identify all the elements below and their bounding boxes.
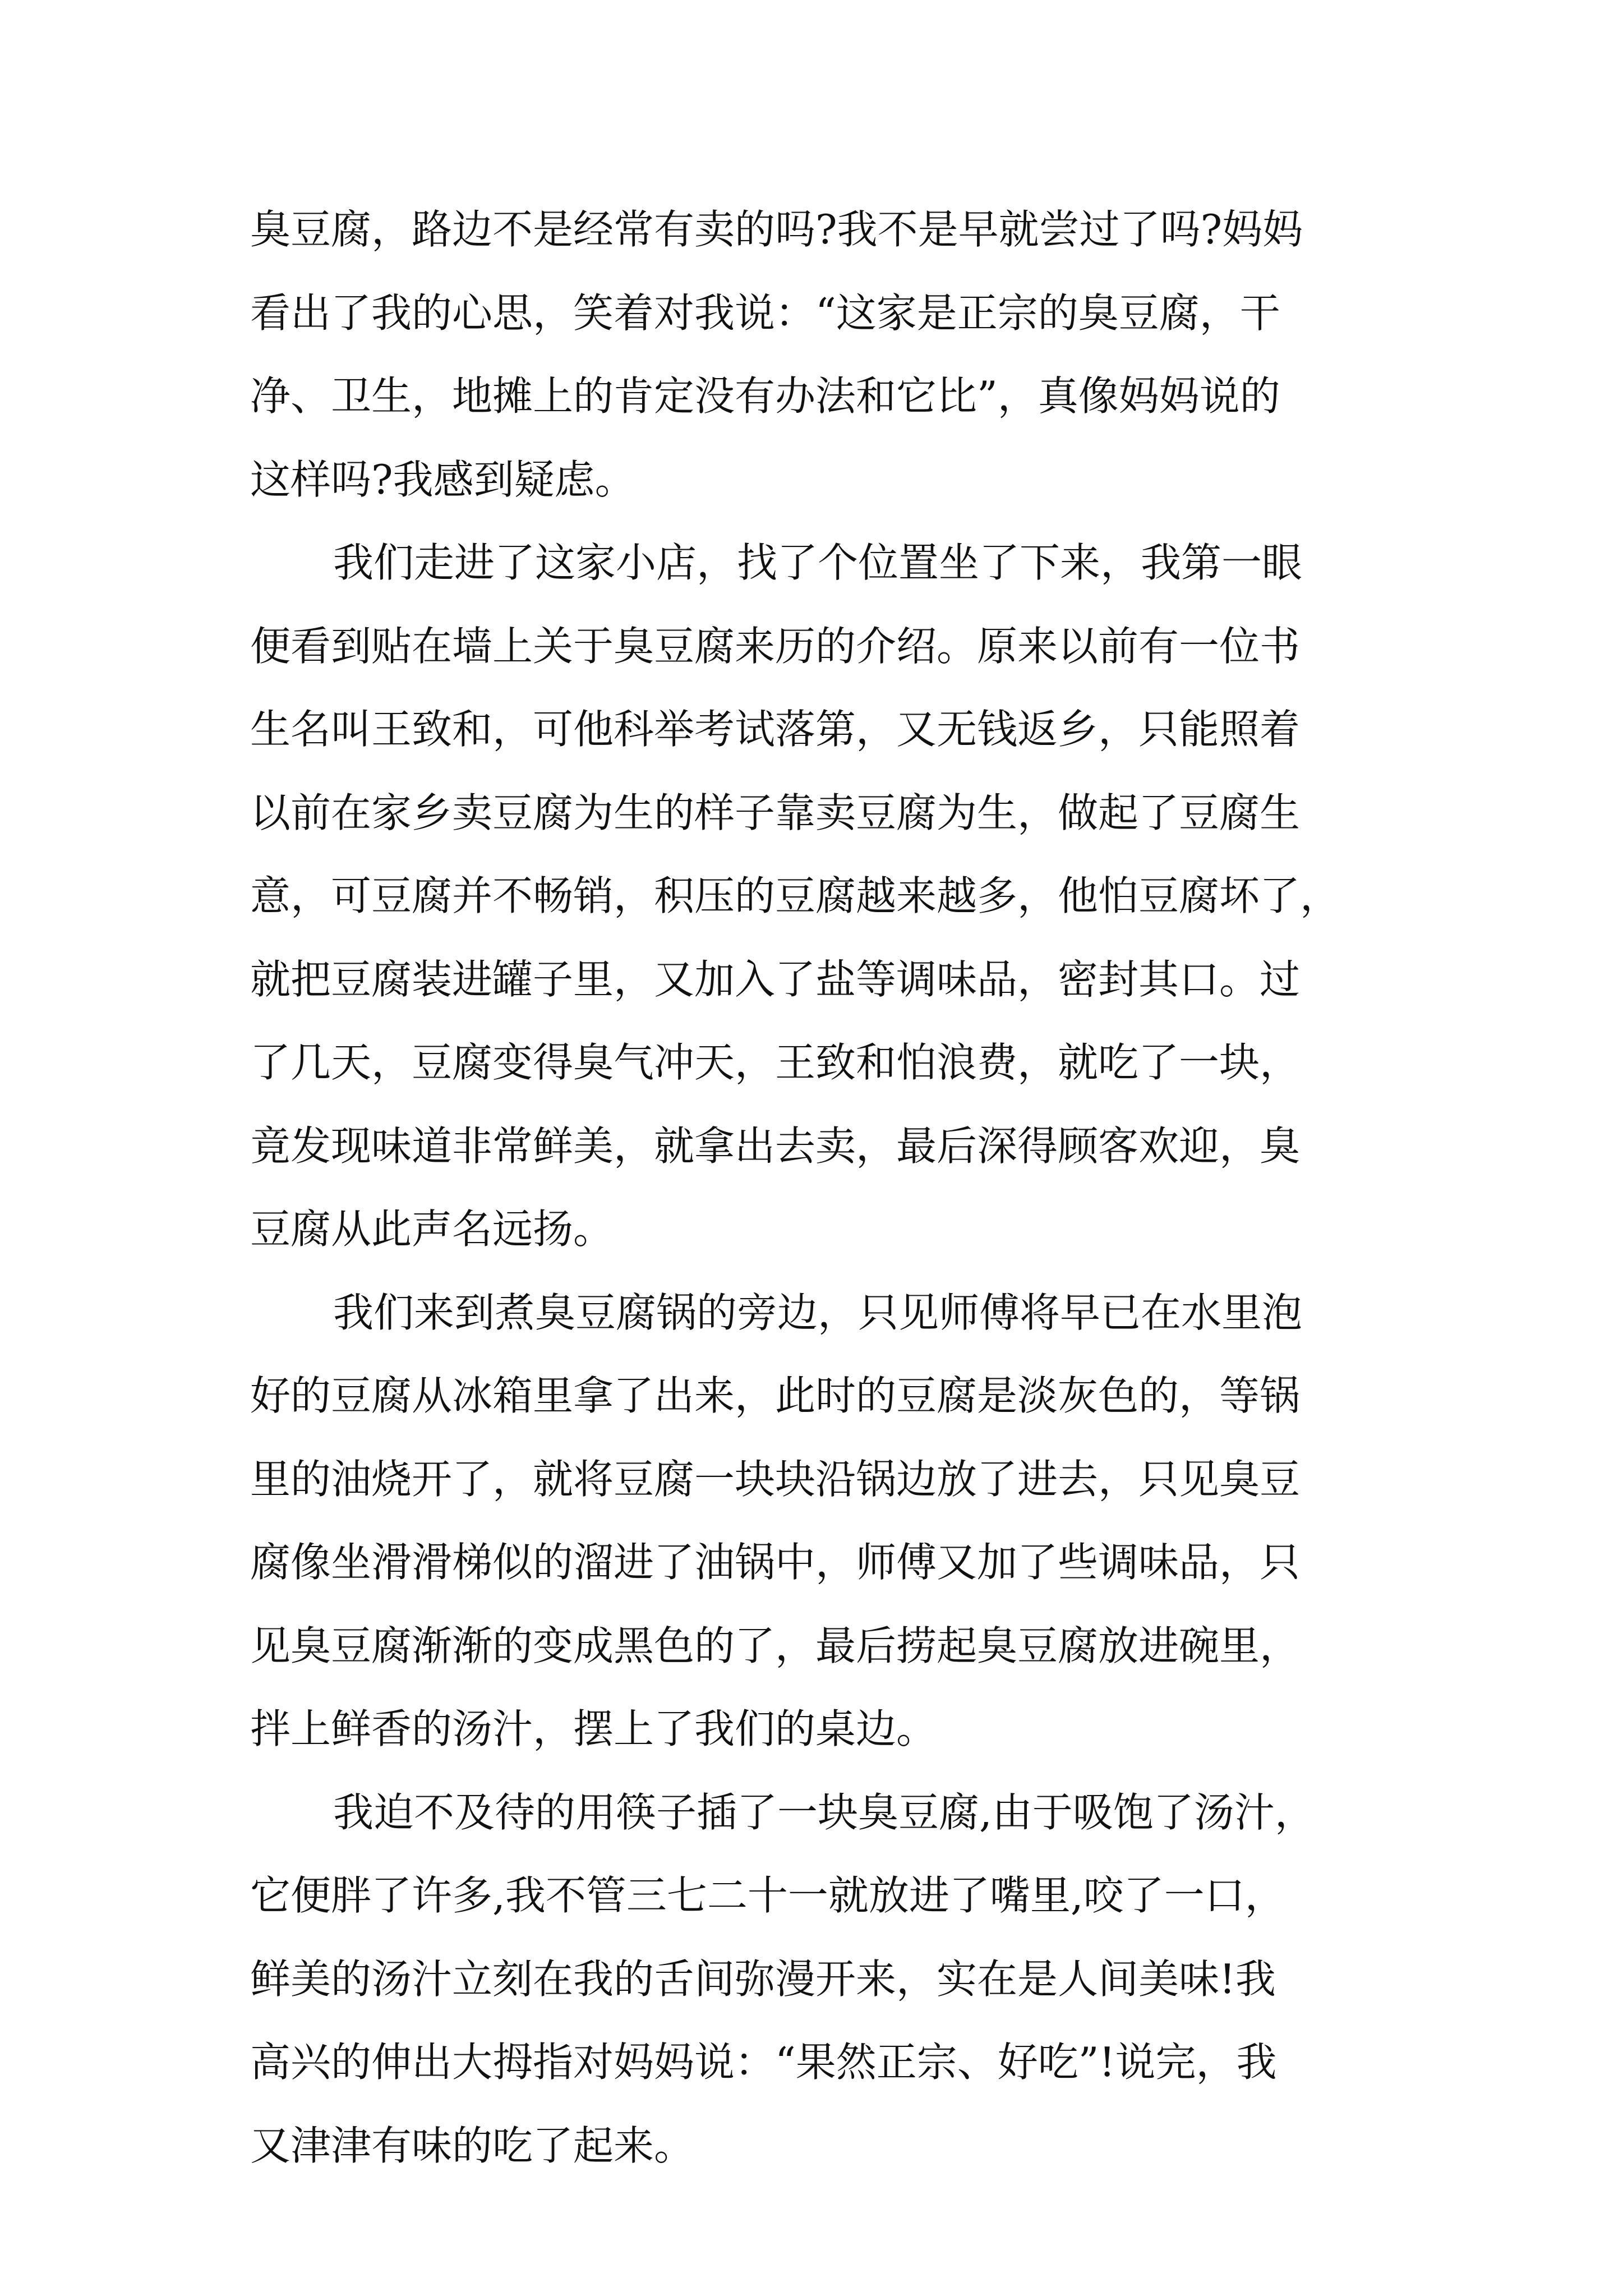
text-line: 又津津有味的吃了起来。 xyxy=(250,2122,695,2169)
text-line: 这样吗?我感到疑虑。 xyxy=(250,455,635,503)
text-line: 了几天，豆腐变得臭气冲天，王致和怕浪费，就吃了一块， xyxy=(250,1039,1301,1086)
text-line: 净、卫生，地摊上的肯定没有办法和它比”，真像妈妈说的 xyxy=(250,372,1280,420)
text-line: 就把豆腐装进罐子里，又加入了盐等调味品，密封其口。过 xyxy=(250,955,1301,1003)
paragraph-first-line: 我迫不及待的用筷子插了一块臭豆腐,由于吸饱了汤汁， xyxy=(333,1788,1315,1836)
text-line: 生名叫王致和，可他科举考试落第，又无钱返乡，只能照着 xyxy=(250,706,1301,753)
text-line: 好的豆腐从冰箱里拿了出来，此时的豆腐是淡灰色的，等锅 xyxy=(250,1372,1301,1419)
text-line: 它便胖了许多,我不管三七二十一就放进了嘴里,咬了一口， xyxy=(250,1872,1285,1919)
text-line: 鲜美的汤汁立刻在我的舌间弥漫开来，实在是人间美味!我 xyxy=(250,1955,1276,2003)
text-line: 便看到贴在墙上关于臭豆腐来历的介绍。原来以前有一位书 xyxy=(250,622,1301,670)
text-line: 竟发现味道非常鲜美，就拿出去卖，最后深得顾客欢迎，臭 xyxy=(250,1122,1301,1170)
essay-body xyxy=(250,188,1383,2187)
text-line: 高兴的伸出大拇指对妈妈说：“果然正宗、好吃”!说完，我 xyxy=(250,2039,1277,2086)
text-line: 豆腐从此声名远扬。 xyxy=(250,1205,614,1253)
text-line: 臭豆腐，路边不是经常有卖的吗?我不是早就尝过了吗?妈妈 xyxy=(250,206,1303,253)
text-line: 意，可豆腐并不畅销，积压的豆腐越来越多，他怕豆腐坏了， xyxy=(250,872,1341,919)
text-line: 以前在家乡卖豆腐为生的样子靠卖豆腐为生，做起了豆腐生 xyxy=(250,789,1301,836)
text-line: 见臭豆腐渐渐的变成黑色的了，最后捞起臭豆腐放进碗里， xyxy=(250,1622,1301,1669)
text-line: 里的油烧开了，就将豆腐一块块沿锅边放了进去，只见臭豆 xyxy=(250,1455,1301,1503)
paragraph-first-line: 我们走进了这家小店，找了个位置坐了下来，我第一眼 xyxy=(333,539,1303,586)
paragraph-first-line: 我们来到煮臭豆腐锅的旁边，只见师傅将早已在水里泡 xyxy=(333,1289,1303,1336)
text-line: 拌上鲜香的汤汁，摆上了我们的桌边。 xyxy=(250,1705,937,1752)
text-line: 看出了我的心思，笑着对我说：“这家是正宗的臭豆腐，干 xyxy=(250,289,1280,337)
text-line: 腐像坐滑滑梯似的溜进了油锅中，师傅又加了些调味品，只 xyxy=(250,1539,1301,1586)
